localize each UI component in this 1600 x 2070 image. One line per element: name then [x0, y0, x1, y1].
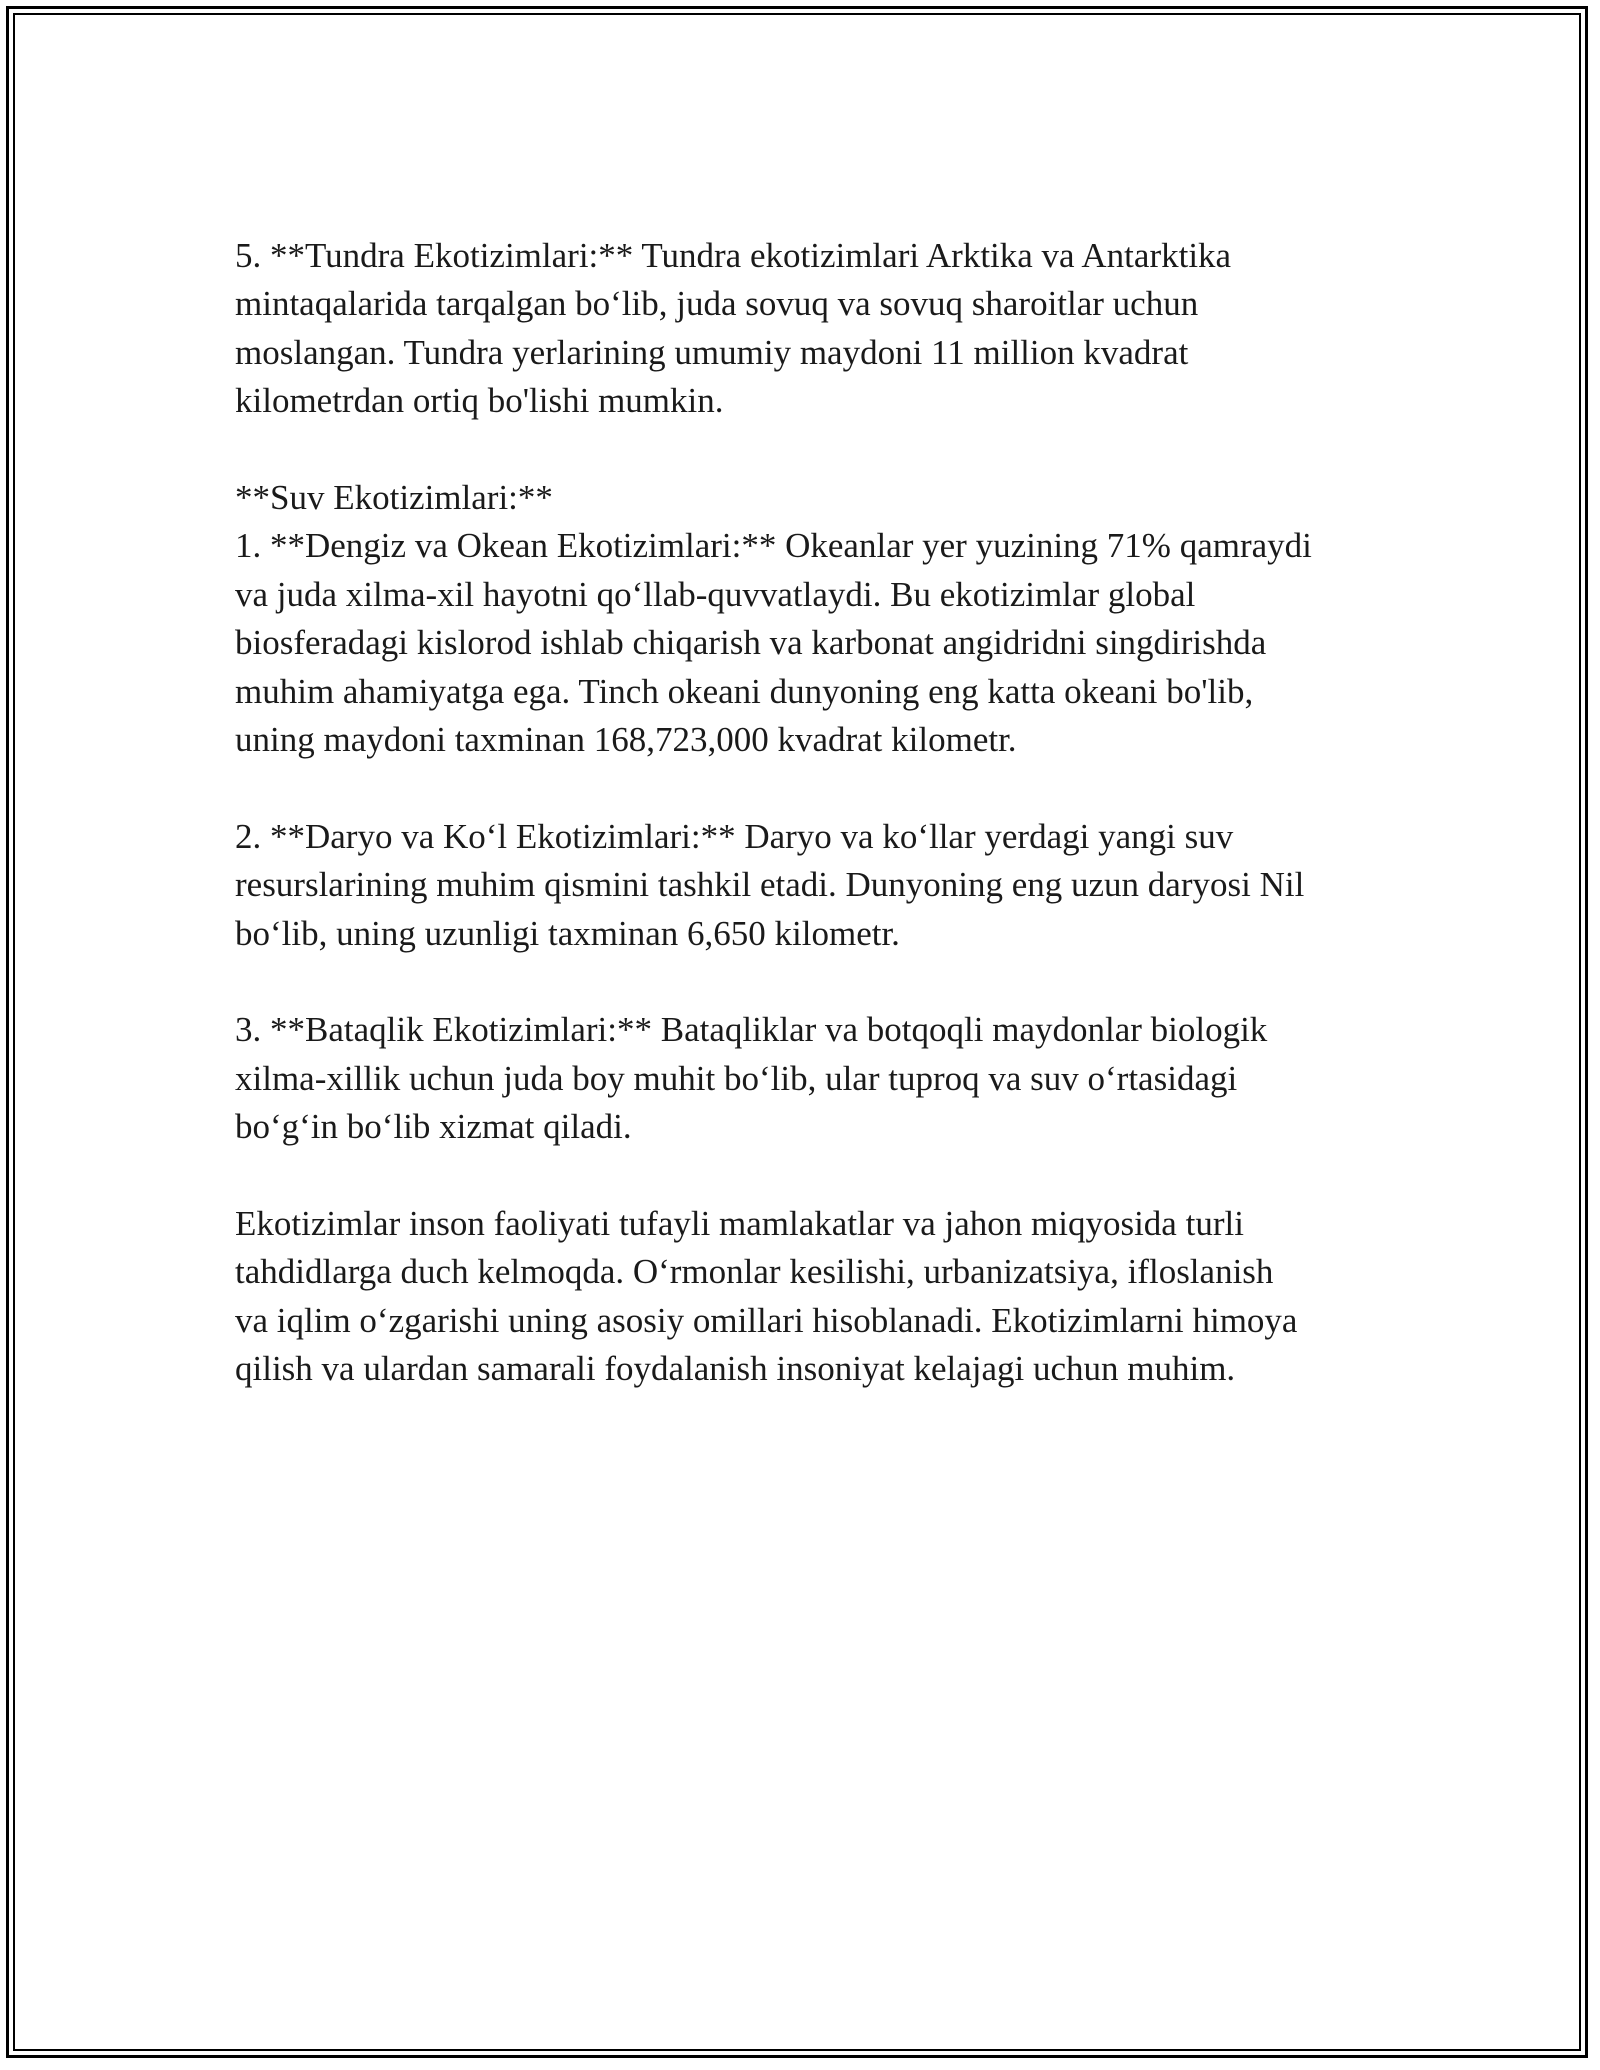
text-line: **Suv Ekotizimlari:** [235, 478, 553, 518]
text-line: 5. **Tundra Ekotizimlari:** Tundra ekotizimlari Arktika va Antarktika [235, 236, 1232, 275]
text-line: resurslarining muhim qismini tashkil etadi. Dunyoning eng uzun daryosi Nil [235, 865, 1305, 905]
text-line: 1. **Dengiz va Okean Ekotizimlari:** Okeanlar yer yuzining 71% qamraydi [235, 526, 1312, 566]
text-line: 3. **Bataqlik Ekotizimlari:** Bataqliklar va botqoqli maydonlar biologik [235, 1010, 1268, 1050]
text-line: kilometrdan ortiq bo'lishi mumkin. [235, 381, 724, 421]
text-line: muhim ahamiyatga ega. Tinch okeani dunyoning eng katta okeani bo'lib, [235, 671, 1254, 711]
document-body [235, 232, 1395, 1442]
paragraph-daryo [235, 813, 1395, 958]
paragraph-dengiz [235, 522, 1395, 764]
section-heading-suv [235, 474, 1395, 522]
text-line: bo‘g‘in bo‘lib xizmat qiladi. [235, 1107, 632, 1147]
text-line: Ekotizimlar inson faoliyati tufayli mamlakatlar va jahon miqyosida turli [235, 1204, 1244, 1244]
text-line: tahdidlarga duch kelmoqda. O‘rmonlar kesilishi, urbanizatsiya, ifloslanish [235, 1252, 1274, 1292]
text-line: moslangan. Tundra yerlarining umumiy maydoni 11 million kvadrat [235, 332, 1189, 372]
text-line: va juda xilma-xil hayotni qo‘llab-quvvatlaydi. Bu ekotizimlar global [235, 574, 1196, 614]
text-line: 2. **Daryo va Ko‘l Ekotizimlari:** Daryo va ko‘llar yerdagi yangi suv [235, 816, 1234, 856]
text-line: qilish va ulardan samarali foydalanish insoniyat kelajagi uchun muhim. [235, 1349, 1236, 1389]
text-line: bo‘lib, uning uzunligi taxminan 6,650 kilometr. [235, 913, 900, 953]
paragraph-tundra [235, 232, 1395, 426]
text-line: uning maydoni taxminan 168,723,000 kvadrat kilometr. [235, 720, 1017, 760]
text-line: xilma-xillik uchun juda boy muhit bo‘lib, ular tuproq va suv o‘rtasidagi [235, 1058, 1238, 1098]
paragraph-conclusion [235, 1200, 1395, 1394]
text-line: biosferadagi kislorod ishlab chiqarish va karbonat angidridni singdirishda [235, 623, 1267, 663]
text-line: va iqlim o‘zgarishi uning asosiy omillari hisoblanadi. Ekotizimlarni himoya [235, 1300, 1298, 1340]
paragraph-bataqlik [235, 1006, 1395, 1151]
text-line: mintaqalarida tarqalgan bo‘lib, juda sovuq va sovuq sharoitlar uchun [235, 284, 1199, 324]
